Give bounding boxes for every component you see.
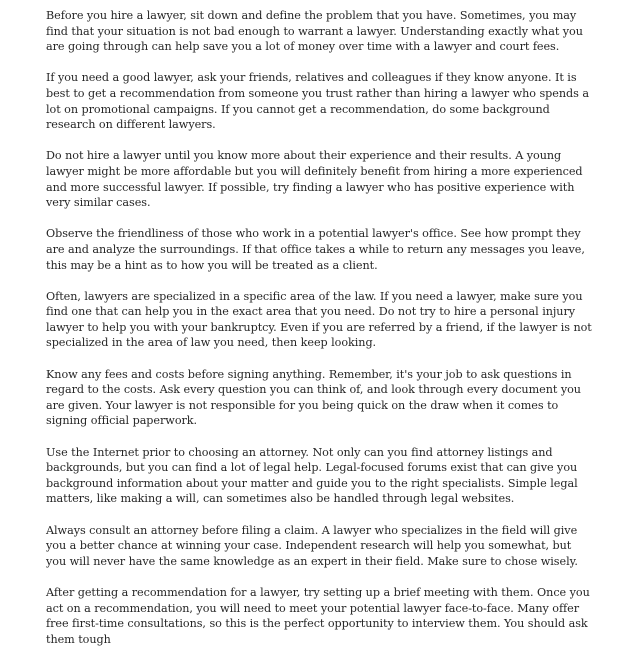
document-body — [46, 8, 594, 663]
paragraph-experience: Do not hire a lawyer until you know more about their experience and their results. A young lawyer might be more affordable but you will definitely benefit from hiring a more experienced and more successful lawyer. If possible, try finding a lawyer who has positive experience with very similar cases. — [46, 149, 583, 210]
paragraph-ask-friends: If you need a good lawyer, ask your friends, relatives and colleagues if they know anyone. It is best to get a recommendation from someone you trust rather than hiring a lawyer who spends a lot on promotional campaigns. If you cannot get a recommendation, do some background research on different lawyers. — [46, 71, 589, 132]
paragraph-internet-research: Use the Internet prior to choosing an attorney. Not only can you find attorney listings and backgrounds, but you can find a lot of legal help. Legal-focused forums exist that can give you background information about your matter and guide you to the right specialists. Simple legal matters, like making a will, can sometimes also be handled through legal websites. — [46, 445, 578, 506]
paragraph-consult-attorney: Always consult an attorney before filing a claim. A lawyer who specializes in the field will give you a better chance at winning your case. Independent research will help you somewhat, but you will never have the same knowledge as an expert in their field. Make sure to chose wisely. — [46, 523, 578, 568]
paragraph-brief-meeting: After getting a recommendation for a lawyer, try setting up a brief meeting with them. Once you act on a recommendation, you will need to meet your potential lawyer face-to-face. Many offer free first-time consultations, so this is the perfect opportunity to interview them. You should ask them tough — [46, 585, 590, 646]
paragraph-define-problem: Before you hire a lawyer, sit down and define the problem that you have. Sometimes, you may find that your situation is not bad enough to warrant a lawyer. Understanding exactly what you are going through can help save you a lot of money over time with a lawyer and court fees. — [46, 9, 583, 54]
paragraph-specialization: Often, lawyers are specialized in a specific area of the law. If you need a lawyer, make sure you find one that can help you in the exact area that you need. Do not try to hire a personal injury lawyer to help you with your bankruptcy. Even if you are referred by a friend, if the lawyer is not specialized in the area of law you need, then keep looking. — [46, 289, 592, 350]
paragraph-office-friendliness: Observe the friendliness of those who work in a potential lawyer's office. See how prompt they are and analyze the surroundings. If that office takes a while to return any messages you leave, this may be a hint as to how you will be treated as a client. — [46, 227, 585, 272]
paragraph-fees-costs: Know any fees and costs before signing anything. Remember, it's your job to ask questions in regard to the costs. Ask every question you can think of, and look through every document you are given. Your lawyer is not responsible for you being quick on the draw when it comes to signing official paperwork. — [46, 367, 581, 428]
